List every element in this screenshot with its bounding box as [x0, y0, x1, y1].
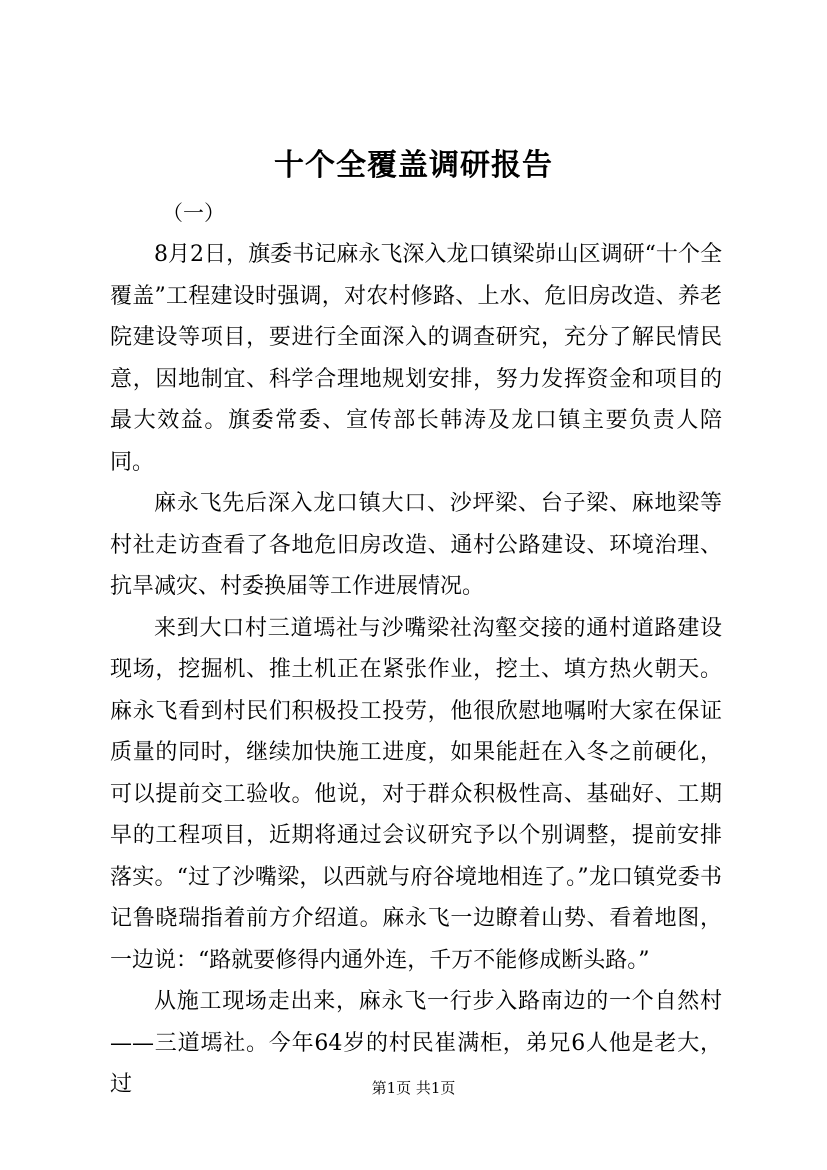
paragraph-4: 从施工现场走出来，麻永飞一行步入路南边的一个自然村——三道墕社。今年64岁的村民崔满柜，弟兄6人他是老大，过: [110, 989, 722, 1097]
paragraph-3: 来到大口村三道墕社与沙嘴梁社沟壑交接的通村道路建设现场，挖掘机、推土机正在紧张作业，挖土、填方热火朝天。麻永飞看到村民们积极投工投劳，他很欣慰地嘱咐大家在保证质量的同时，继续加快施工进度，如果能赶在入冬之前硬化，可以提前交工验收。他说，对于群众积极性高、基础好、工期早的工程项目，近期将通过会议研究予以个别调整，提前安排落实。“过了沙嘴梁，以西就与府谷境地相连了。”龙口镇党委书记鲁晓瑞指着前方介绍道。麻永飞一边瞭着山势、看着地图，一边说：“路就要修得内通外连，千万不能修成断头路。”: [110, 615, 722, 973]
page-footer: 第1页 共1页: [371, 1079, 456, 1097]
paragraph-2: 麻永飞先后深入龙口镇大口、沙坪梁、台子梁、麻地梁等村社走访查看了各地危旧房改造、通村公路建设、环境治理、抗旱减灾、村委换届等工作进展情况。: [110, 491, 722, 599]
paragraph-1: 8月2日，旗委书记麻永飞深入龙口镇梁峁山区调研“十个全覆盖”工程建设时强调，对农村修路、上水、危旧房改造、养老院建设等项目，要进行全面深入的调查研究，充分了解民情民意，因地制宜、科学合理地规划安排，努力发挥资金和项目的最大效益。旗委常委、宣传部长韩涛及龙口镇主要负责人陪同。: [110, 242, 722, 475]
document-body: [110, 234, 722, 1106]
document-title: 十个全覆盖调研报告: [274, 148, 553, 183]
section-label: （一）: [162, 201, 225, 225]
